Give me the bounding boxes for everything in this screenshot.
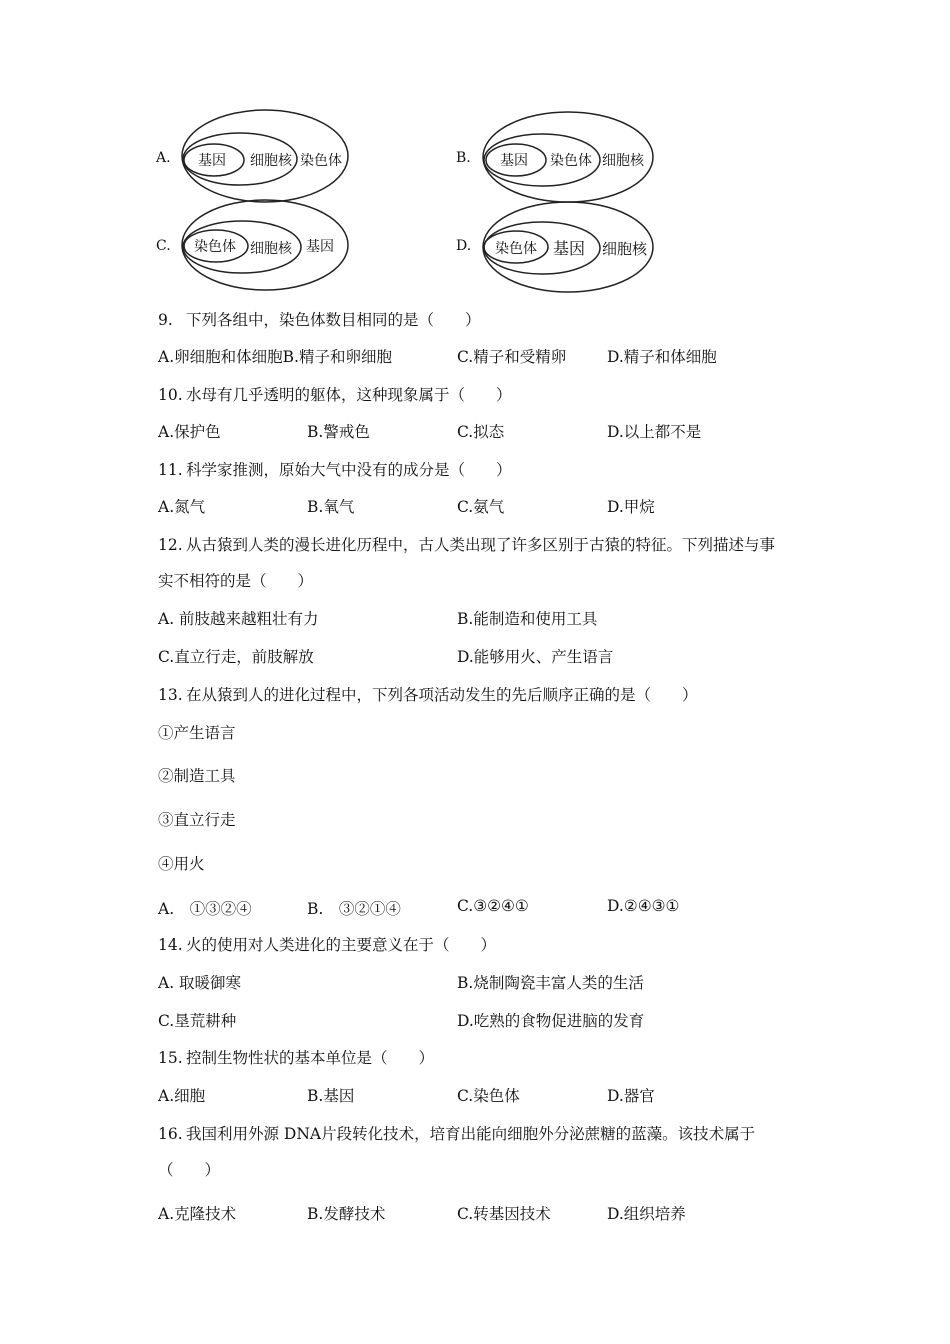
diagram-a-outer-label: 染色体 — [300, 153, 342, 169]
option-15-d[interactable]: D.器官 — [607, 1087, 655, 1105]
diagram-c-inner-label: 染色体 — [194, 239, 236, 255]
diagram-d-middle-label: 基因 — [553, 239, 586, 258]
question-number: 10. — [158, 386, 183, 404]
diagram-option-c-label: C. — [156, 238, 171, 254]
option-16-d[interactable]: D.组织培养 — [607, 1205, 686, 1223]
option-14-c[interactable]: C.垦荒耕种 — [158, 1012, 237, 1030]
question-text: 从古猿到人类的漫长进化历程中，古人类出现了许多区别于古猿的特征。下列描述与事 — [186, 536, 776, 554]
option-12-c[interactable]: C.直立行走，前肢解放 — [158, 648, 314, 666]
diagram-option-c[interactable] — [180, 198, 355, 292]
diagram-b-middle-label: 染色体 — [550, 153, 592, 169]
diagram-b-inner-label: 基因 — [500, 153, 528, 169]
question-15 — [158, 1046, 434, 1068]
option-13-a[interactable]: A. ①③②④ — [158, 900, 252, 918]
question-number: 11. — [158, 461, 183, 479]
question-text: 我国利用外源 DNA片段转化技术，培育出能向细胞外分泌蔗糖的蓝藻。该技术属于 — [186, 1125, 756, 1143]
question-9 — [158, 308, 481, 330]
question-13-item-1: ①产生语言 — [158, 724, 236, 742]
diagram-a-inner-label: 基因 — [198, 153, 226, 169]
option-14-b[interactable]: B.烧制陶瓷丰富人类的生活 — [457, 974, 644, 992]
question-12 — [158, 533, 775, 555]
option-10-b[interactable]: B.警戒色 — [307, 423, 370, 441]
diagram-a-middle-label: 细胞核 — [250, 153, 292, 169]
option-12-d[interactable]: D.能够用火、产生语言 — [457, 648, 614, 666]
question-number: 9. — [158, 311, 173, 329]
option-9-d[interactable]: D.精子和体细胞 — [607, 348, 717, 366]
option-10-c[interactable]: C.拟态 — [457, 423, 505, 441]
question-number: 15. — [158, 1049, 183, 1067]
question-13-item-3: ③直立行走 — [158, 811, 236, 829]
diagram-option-b[interactable] — [480, 110, 658, 204]
question-text: 火的使用对人类进化的主要意义在于（ ） — [186, 936, 497, 954]
question-number: 12. — [158, 536, 183, 554]
question-text: 科学家推测，原始大气中没有的成分是（ ） — [186, 461, 512, 479]
option-14-a[interactable]: A. 取暖御寒 — [158, 974, 242, 992]
diagram-option-a[interactable] — [180, 108, 355, 204]
diagram-c-outer-label: 基因 — [306, 239, 334, 255]
question-number: 13. — [158, 686, 183, 704]
question-text: 下列各组中，染色体数目相同的是（ ） — [186, 311, 481, 329]
diagram-b-outer-label: 细胞核 — [602, 153, 644, 169]
option-13-b[interactable]: B. ③②①④ — [307, 900, 401, 918]
question-text: 在从猿到人的进化过程中，下列各项活动发生的先后顺序正确的是（ ） — [186, 686, 698, 704]
option-15-c[interactable]: C.染色体 — [457, 1087, 520, 1105]
question-13-item-4: ④用火 — [158, 855, 205, 873]
option-10-a[interactable]: A.保护色 — [158, 423, 221, 441]
question-14 — [158, 933, 496, 955]
question-number: 16. — [158, 1125, 183, 1143]
option-13-c[interactable]: C.③②④① — [457, 897, 529, 915]
option-15-b[interactable]: B.基因 — [307, 1087, 355, 1105]
option-12-b[interactable]: B.能制造和使用工具 — [457, 610, 598, 628]
diagram-option-d-label: D. — [456, 238, 472, 254]
question-10 — [158, 383, 512, 405]
question-number: 14. — [158, 936, 183, 954]
option-16-a[interactable]: A.克隆技术 — [158, 1205, 237, 1223]
option-15-a[interactable]: A.细胞 — [158, 1087, 206, 1105]
option-16-c[interactable]: C.转基因技术 — [457, 1205, 551, 1223]
option-16-b[interactable]: B.发酵技术 — [307, 1205, 386, 1223]
question-11 — [158, 458, 512, 480]
option-11-d[interactable]: D.甲烷 — [607, 498, 655, 516]
diagram-c-middle-label: 细胞核 — [250, 241, 292, 257]
diagram-option-d[interactable] — [480, 200, 658, 294]
diagram-d-outer-label: 细胞核 — [602, 240, 648, 258]
option-9-c[interactable]: C.精子和受精卵 — [457, 348, 567, 366]
diagram-d-inner-label: 染色体 — [495, 241, 537, 257]
question-13-item-2: ②制造工具 — [158, 767, 236, 785]
option-14-d[interactable]: D.吃熟的食物促进脑的发育 — [457, 1012, 645, 1030]
diagram-option-b-label: B. — [456, 150, 471, 166]
question-text: 水母有几乎透明的躯体，这种现象属于（ ） — [186, 386, 512, 404]
option-10-d[interactable]: D.以上都不是 — [607, 423, 702, 441]
option-9-a[interactable]: A.卵细胞和体细胞B.精子和卵细胞 — [158, 348, 392, 366]
question-12-continued: 实不相符的是（ ） — [158, 572, 314, 590]
question-text: 控制生物性状的基本单位是（ ） — [186, 1049, 435, 1067]
option-11-a[interactable]: A.氮气 — [158, 498, 206, 516]
option-12-a[interactable]: A. 前肢越来越粗壮有力 — [158, 610, 319, 628]
option-11-c[interactable]: C.氨气 — [457, 498, 505, 516]
question-16-continued: （ ） — [158, 1161, 221, 1179]
option-13-d[interactable]: D.②④③① — [607, 897, 680, 915]
question-16 — [158, 1122, 755, 1144]
question-13 — [158, 683, 698, 705]
diagram-option-a-label: A. — [156, 150, 171, 166]
option-11-b[interactable]: B.氧气 — [307, 498, 355, 516]
